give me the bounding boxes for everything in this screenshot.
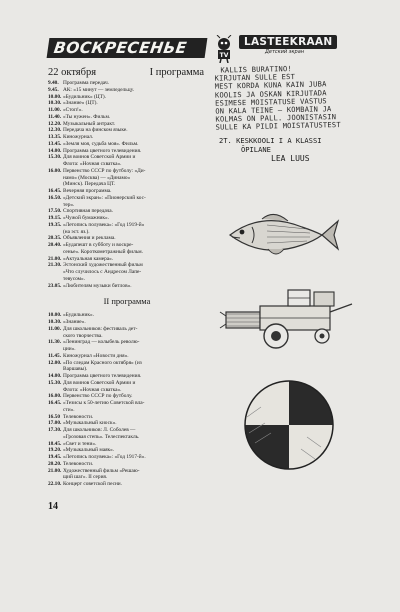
schedule-row (48, 447, 206, 454)
schedule-time (48, 269, 63, 276)
schedule-title: Спортивная передача. (63, 208, 113, 215)
schedule-title: «Ты нужен». Фильм. (63, 113, 111, 120)
schedule-title: «Детский экран»: «Пионерский кос- (63, 194, 146, 201)
schedule-title: «Чужой бумажник». (63, 215, 110, 221)
schedule-time: 20.35. (48, 235, 62, 242)
schedule-time: 11.30. (48, 339, 62, 346)
schedule-row (48, 353, 206, 360)
schedule-row (48, 339, 206, 346)
schedule-row (48, 312, 206, 319)
schedule-time: 16.45. (48, 400, 62, 406)
schedule-row (48, 400, 206, 407)
schedule-time: 16.45. (48, 188, 62, 194)
schedule-title: Для школьников: Л. Соболев — (63, 427, 136, 433)
signature-role: ÕPILANE (241, 144, 271, 154)
schedule-row (48, 283, 206, 290)
schedule-time: 15.30. (48, 379, 62, 386)
schedule-row (48, 481, 206, 488)
schedule-time (48, 434, 63, 441)
letter-line: KIRJUTAN SULLE EST (214, 72, 296, 83)
schedule-title: «Будапешт в субботу и воскре- (63, 242, 134, 248)
schedule-time: 19.15. (48, 215, 62, 221)
schedule-time (48, 387, 63, 394)
schedule-title: «Музыкальный маяк». (63, 447, 115, 454)
schedule-title: Эстонский художественный фильм (63, 262, 143, 269)
schedule-time (48, 407, 63, 414)
schedule-row (48, 195, 206, 202)
schedule-row (48, 141, 206, 148)
schedule-row (48, 380, 206, 387)
schedule-title: ции». (63, 346, 76, 352)
signature (219, 136, 373, 163)
schedule-time: 14.00. (48, 147, 62, 154)
schedule-row (48, 420, 206, 427)
schedule-row (48, 393, 206, 400)
schedule-row (48, 181, 206, 188)
schedule-time (48, 276, 63, 283)
schedule-title: «Летопись полувека»: «Год 1919-й» (63, 221, 145, 228)
letter-line: MEST KORDA KUNA KAIN JUBA (214, 79, 327, 92)
schedule-time: 17.00. (48, 420, 62, 427)
schedule-title: Варшавы). (63, 366, 88, 373)
date-label: 22 октября (48, 67, 97, 78)
schedule-row (48, 80, 206, 87)
schedule-time (48, 474, 63, 481)
schedule-row (48, 215, 206, 222)
schedule-title: (на эст. яз.). (63, 228, 90, 235)
letter-line: ON KALA TEINE — KOMBAIN JA (215, 104, 332, 116)
schedule-row (48, 114, 206, 121)
schedule-row (48, 326, 206, 333)
schedule-title: «Любителям музыки битлов». (63, 282, 132, 289)
schedule-time (48, 346, 63, 353)
schedule-title: тевусом». (63, 275, 86, 282)
schedule-row (48, 269, 206, 276)
child-letter (214, 63, 373, 132)
program2-title: II программа (103, 296, 151, 307)
schedule-time: 20.40. (48, 242, 62, 248)
schedule-row (48, 188, 206, 195)
letter-line: KALLIS BURATINO! (220, 64, 293, 75)
schedule-row (48, 276, 206, 283)
schedule-time: 17.50. (48, 208, 62, 215)
schedule-time: 13.35. (48, 134, 62, 140)
schedule-title: Передача на финском языке. (63, 127, 128, 134)
schedule-row (48, 107, 206, 114)
schedule-title: тер». (63, 201, 75, 208)
schedule-title: щий шаг». II серия. (63, 474, 108, 481)
schedule-title: Первенство СССР по футболу. (63, 393, 133, 400)
ball-drawing (241, 377, 337, 473)
schedule-time: 11.00. (48, 325, 62, 332)
schedule-row (48, 154, 206, 161)
schedule-time: 21.00. (48, 255, 62, 262)
signature-school: 2T. KESKKOOLI I A KLASSI (219, 135, 322, 145)
schedule-title: «Будильник» (ЦТ). (63, 93, 106, 100)
schedule-row (48, 235, 206, 242)
schedule-row (48, 461, 206, 468)
schedule-title: Киножурнал «Новости дня». (63, 352, 129, 359)
schedule-title: «Музыкальный киоск». (63, 420, 117, 427)
schedule-title: Художественный фильм «Решаю- (63, 467, 140, 474)
schedule-title: сти». (63, 406, 75, 413)
schedule-title: намо» (Москва) — «Динамо» (63, 174, 131, 181)
lasteekraan-logo (213, 35, 373, 63)
schedule-row (48, 346, 206, 353)
schedule-row (48, 407, 206, 414)
schedule-time: 10.30. (48, 100, 62, 107)
schedule-row (48, 208, 206, 215)
schedule-time: 23.05. (48, 282, 62, 289)
schedule-title: «По следам Красного октября» (из (63, 359, 142, 366)
schedule-time: 16.50. (48, 194, 62, 201)
schedule-title: Объявления и реклама. (63, 235, 116, 242)
schedule-title: Телевоности. (63, 413, 94, 420)
schedule-time: 16.00. (48, 167, 62, 174)
schedule-title: Программа цветного телевидения. (63, 373, 142, 379)
schedule-time: 10.30. (48, 319, 62, 325)
schedule-title: «Грозовая степь». Телеспектакль. (63, 433, 140, 440)
letter-line: ESIMESE MOISTATUSE VASTUS (214, 96, 327, 108)
schedule-title: Флота: «Ночная схватка». (63, 386, 122, 393)
schedule-title: Для школьников: фестиваль дет- (63, 325, 138, 332)
schedule-title: «Знание». (63, 319, 86, 325)
schedule-time (48, 366, 63, 373)
program1-header (48, 67, 206, 78)
schedule-time (48, 181, 63, 188)
schedule-title: Программа передач. (63, 80, 109, 86)
letter-line: KOLMAS ON PALL. JOONISTASIN (215, 112, 337, 124)
lasteekraan-column (213, 35, 373, 163)
schedule-title: Киножурнал. (63, 134, 94, 140)
schedule-row (48, 434, 206, 441)
schedule-row (48, 242, 206, 249)
schedule-row (48, 249, 206, 256)
combine-drawing (218, 282, 358, 354)
letter-line: SULLE KA PILDI MOISTATUSTEST (215, 120, 341, 133)
schedule-time: 12.30. (48, 127, 62, 134)
tv-mascot-icon (213, 35, 235, 63)
schedule-title: Для воинов Советской Армии и (63, 379, 136, 386)
schedule-time (48, 229, 63, 236)
schedule-row (48, 161, 206, 168)
schedule-row (48, 127, 206, 134)
program1-title: I программа (149, 67, 204, 78)
schedule-row (48, 202, 206, 209)
schedule-row (48, 474, 206, 481)
schedule-title: Программа цветного телевидения. (63, 147, 142, 154)
schedule-title: ского творчества. (63, 332, 103, 339)
schedule-row (48, 222, 206, 229)
logo-title: LASTEEKRAAN (239, 35, 337, 49)
day-banner: ВОСКРЕСЕНЬЕ (47, 38, 208, 58)
svg-text:TV: TV (219, 52, 229, 59)
schedule-time: 22.10. (48, 481, 62, 487)
schedule-time: 19.45. (48, 454, 62, 460)
program2-list (48, 312, 206, 488)
schedule-title: «Свет и тени». (63, 440, 97, 447)
schedule-time: 18.45. (48, 440, 62, 447)
schedule-time: 9.40. (48, 80, 59, 86)
schedule-title: Телевоности. (63, 460, 94, 467)
schedule-title: Вечерняя программа. (63, 188, 112, 194)
schedule-title: «Будильник». (63, 312, 94, 319)
tv-schedule-column (48, 38, 206, 488)
schedule-row (48, 168, 206, 175)
schedule-time: 13.45. (48, 140, 62, 147)
schedule-title: Флота: «Ночная схватка». (63, 161, 122, 167)
schedule-title: «Земля моя, судьба моя». Фильм. (63, 140, 139, 147)
schedule-time: 9.45. (48, 86, 59, 93)
schedule-title: «Актуальная камера». (63, 255, 114, 262)
schedule-row (48, 262, 206, 269)
schedule-row (48, 100, 206, 107)
schedule-title: «Что случилось с Андресом Лапе- (63, 269, 142, 275)
schedule-time: 17.30. (48, 427, 62, 433)
schedule-title: Первенство СССР по футболу: «Ди- (63, 167, 146, 174)
schedule-title: Концерт советской песни. (63, 481, 122, 487)
schedule-row (48, 87, 206, 94)
schedule-row (48, 454, 206, 461)
schedule-time: 16.50 (48, 413, 61, 420)
schedule-row (48, 373, 206, 380)
schedule-title: «Знание» (ЦТ). (63, 100, 98, 107)
schedule-time (48, 175, 63, 182)
schedule-title: Для воинов Советской Армии и (63, 154, 136, 161)
schedule-time: 15.30. (48, 154, 62, 161)
page-number: 14 (48, 501, 58, 512)
schedule-title: «Тезисы к 50-летию Советской вла- (63, 400, 145, 406)
schedule-time (48, 202, 63, 209)
schedule-row (48, 319, 206, 326)
schedule-time: 10.00. (48, 312, 62, 319)
schedule-time: 11.45. (48, 352, 62, 359)
signature-name: LEA LUUS (271, 153, 310, 163)
schedule-time: 19.35. (48, 221, 62, 228)
schedule-time: 10.00. (48, 93, 62, 100)
logo-subtitle: Детский экран (265, 49, 305, 55)
schedule-row (48, 427, 206, 434)
schedule-title: Музыкальный антракт. (63, 120, 116, 127)
schedule-time: 19.20. (48, 447, 62, 454)
schedule-time: 20.20. (48, 460, 62, 467)
schedule-title: (Минск). Передача ЦТ. (63, 181, 116, 188)
schedule-row (48, 366, 206, 373)
schedule-time: 12.20. (48, 120, 62, 127)
schedule-title: сенье». Короткометражный фильм. (63, 248, 143, 255)
program1-list (48, 80, 206, 289)
schedule-title: «Летопись полувека»: «Год 1917-й». (63, 454, 146, 460)
schedule-time: 21.30. (48, 262, 62, 269)
schedule-title: АК: «15 минут — земледельцу. (63, 86, 135, 93)
schedule-time: 16.00. (48, 393, 62, 400)
schedule-title: «Стоп!». (63, 107, 83, 113)
schedule-time: 21.00. (48, 467, 62, 474)
fish-drawing (222, 205, 342, 265)
schedule-title: «Ленинград — колыбель револю- (63, 339, 140, 346)
schedule-time (48, 333, 63, 340)
schedule-time: 14.00. (48, 373, 62, 379)
schedule-time (48, 161, 63, 168)
schedule-time (48, 249, 63, 256)
letter-line: KOOLIS JA OSKAN KIRJUTADA (214, 87, 327, 100)
schedule-time: 12.00. (48, 359, 62, 366)
schedule-time: 11.00. (48, 107, 62, 113)
schedule-time: 11.40. (48, 113, 62, 120)
schedule-row (48, 134, 206, 141)
